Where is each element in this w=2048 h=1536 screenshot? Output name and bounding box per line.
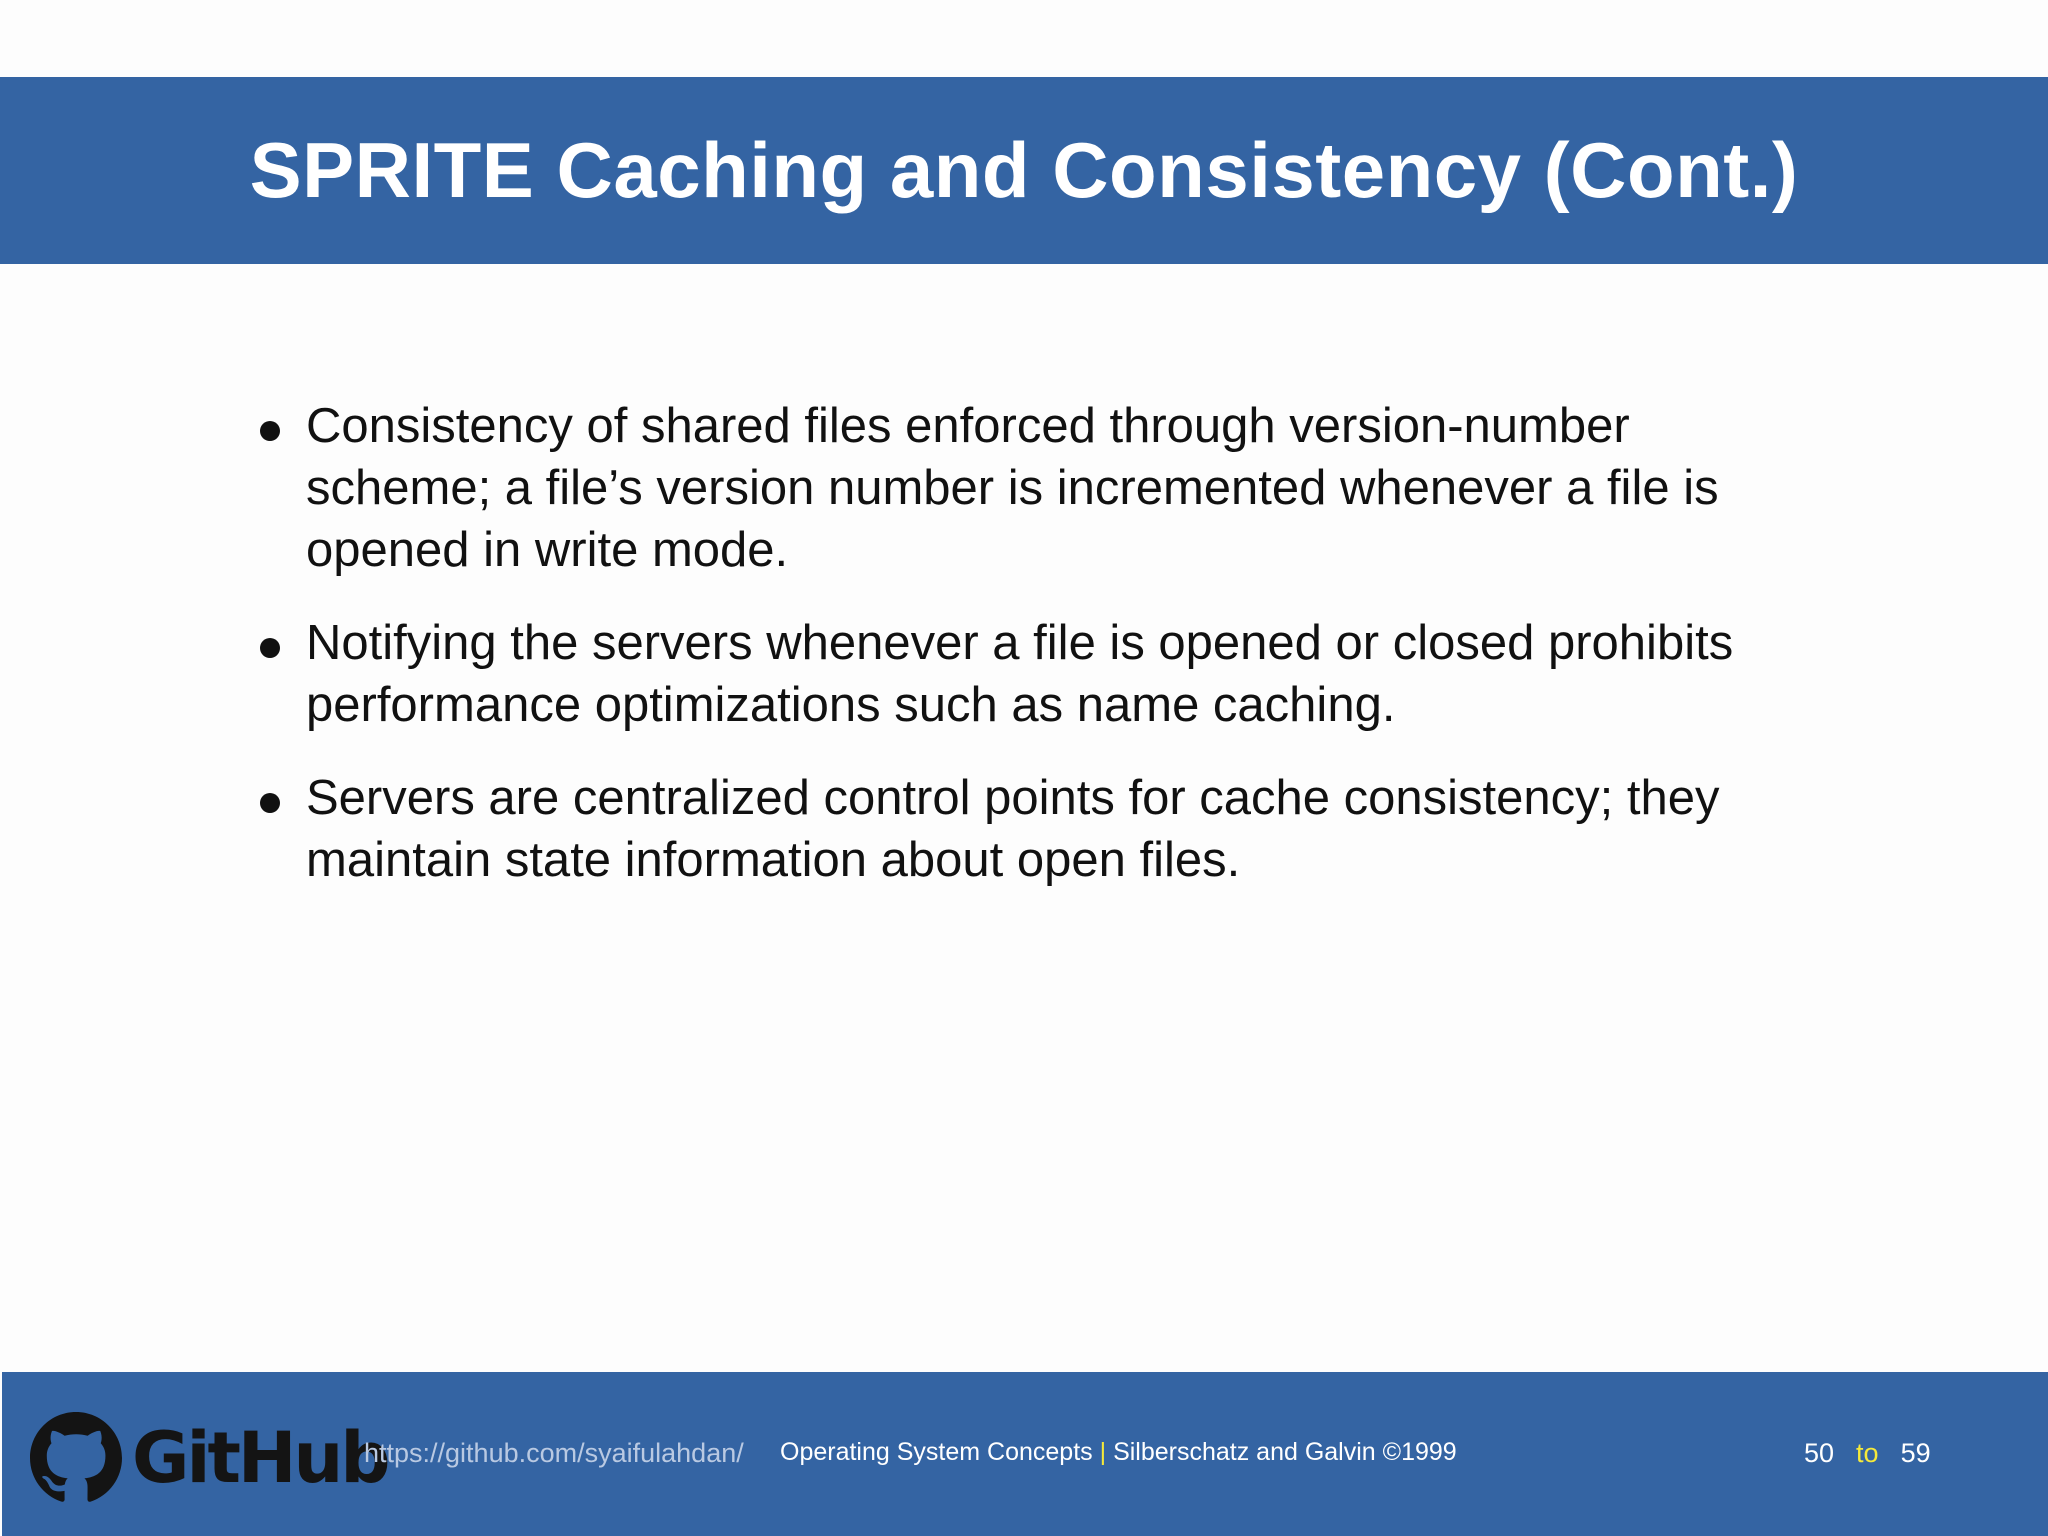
title-bar	[0, 77, 2048, 264]
bullet-dot-icon	[260, 421, 280, 441]
bullet-text: Consistency of shared files enforced through version-number scheme; a file’s version number is incremented whenever a file is opened in write mode.	[306, 399, 1719, 577]
page-range	[1804, 1438, 1931, 1469]
bullet-text: Servers are centralized control points for cache consistency; they maintain state information about open files.	[306, 771, 1720, 887]
github-octocat-icon	[30, 1412, 122, 1504]
bullet-item	[254, 395, 1754, 581]
github-wordmark: GitHub	[132, 1417, 388, 1499]
bullet-item	[254, 767, 1754, 891]
bullet-text: Notifying the servers whenever a file is opened or closed prohibits performance optimizations such as name caching.	[306, 616, 1734, 732]
footer-url-link[interactable]: https://github.com/syaifulahdan/	[364, 1438, 744, 1468]
page-to-label: to	[1856, 1438, 1879, 1468]
page-end: 59	[1900, 1438, 1931, 1468]
bullet-item	[254, 612, 1754, 736]
bullet-list	[254, 395, 1754, 922]
page-start: 50	[1804, 1438, 1835, 1468]
footer-bar	[2, 1372, 2048, 1536]
footer-authors: Silberschatz and Galvin ©1999	[1113, 1438, 1457, 1466]
github-logo	[30, 1412, 387, 1504]
bullet-dot-icon	[260, 793, 280, 813]
footer-book-title: Operating System Concepts	[780, 1438, 1093, 1466]
bullet-dot-icon	[260, 638, 280, 658]
footer-credit	[780, 1438, 1457, 1467]
footer-separator: |	[1099, 1438, 1107, 1466]
slide-title: SPRITE Caching and Consistency (Cont.)	[249, 126, 1799, 214]
